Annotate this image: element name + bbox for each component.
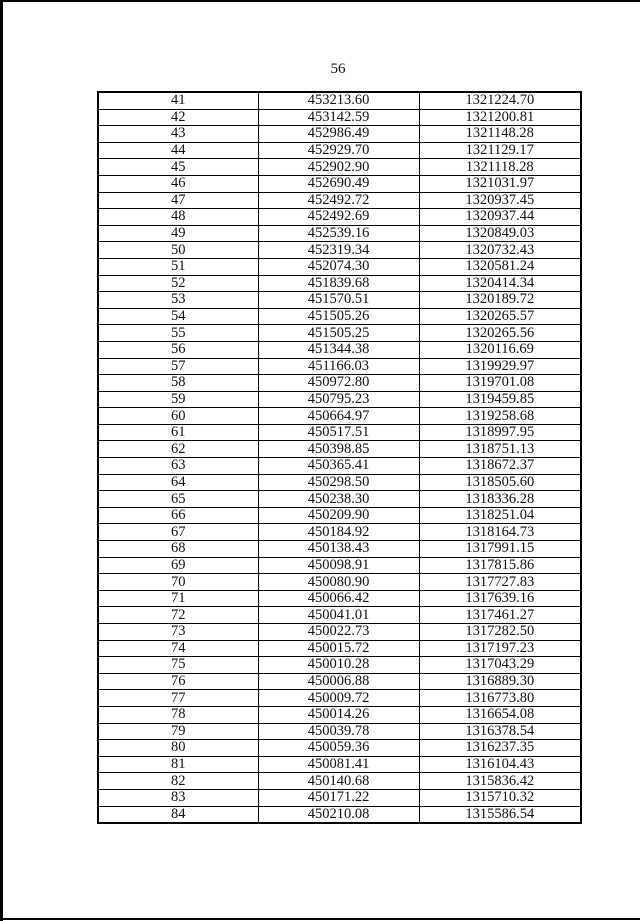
point-number-cell: 55 bbox=[98, 325, 258, 342]
point-number-cell: 58 bbox=[98, 375, 258, 392]
table-row bbox=[98, 175, 581, 192]
x-coordinate-cell: 450066.42 bbox=[258, 590, 419, 607]
x-coordinate-cell: 450059.36 bbox=[258, 740, 419, 757]
x-coordinate-cell: 450517.51 bbox=[258, 424, 419, 441]
x-coordinate-cell: 451839.68 bbox=[258, 275, 419, 292]
y-coordinate-cell: 1316237.35 bbox=[419, 740, 581, 757]
point-number-cell: 42 bbox=[98, 109, 258, 126]
y-coordinate-cell: 1321224.70 bbox=[419, 92, 581, 109]
point-number-cell: 80 bbox=[98, 740, 258, 757]
point-number-cell: 75 bbox=[98, 657, 258, 674]
x-coordinate-cell: 450006.88 bbox=[258, 673, 419, 690]
y-coordinate-cell: 1321129.17 bbox=[419, 142, 581, 159]
table-row bbox=[98, 209, 581, 226]
x-coordinate-cell: 452986.49 bbox=[258, 126, 419, 143]
table-row bbox=[98, 458, 581, 475]
table-row bbox=[98, 673, 581, 690]
y-coordinate-cell: 1321148.28 bbox=[419, 126, 581, 143]
x-coordinate-cell: 453213.60 bbox=[258, 92, 419, 109]
scan-edge-bottom bbox=[0, 918, 640, 920]
point-number-cell: 70 bbox=[98, 574, 258, 591]
y-coordinate-cell: 1320189.72 bbox=[419, 292, 581, 309]
y-coordinate-cell: 1317043.29 bbox=[419, 657, 581, 674]
table-row bbox=[98, 142, 581, 159]
x-coordinate-cell: 450022.73 bbox=[258, 624, 419, 641]
x-coordinate-cell: 450041.01 bbox=[258, 607, 419, 624]
y-coordinate-cell: 1315586.54 bbox=[419, 806, 581, 823]
x-coordinate-cell: 450210.08 bbox=[258, 806, 419, 823]
y-coordinate-cell: 1320581.24 bbox=[419, 258, 581, 275]
point-number-cell: 64 bbox=[98, 474, 258, 491]
x-coordinate-cell: 451166.03 bbox=[258, 358, 419, 375]
point-number-cell: 43 bbox=[98, 126, 258, 143]
table-row bbox=[98, 109, 581, 126]
x-coordinate-cell: 450009.72 bbox=[258, 690, 419, 707]
page-number: 56 bbox=[330, 61, 346, 77]
point-number-cell: 81 bbox=[98, 756, 258, 773]
x-coordinate-cell: 450171.22 bbox=[258, 789, 419, 806]
y-coordinate-cell: 1316773.80 bbox=[419, 690, 581, 707]
table-row bbox=[98, 258, 581, 275]
x-coordinate-cell: 450098.91 bbox=[258, 557, 419, 574]
y-coordinate-cell: 1315710.32 bbox=[419, 789, 581, 806]
table-row bbox=[98, 159, 581, 176]
x-coordinate-cell: 452492.72 bbox=[258, 192, 419, 209]
table-row bbox=[98, 657, 581, 674]
point-number-cell: 76 bbox=[98, 673, 258, 690]
x-coordinate-cell: 450140.68 bbox=[258, 773, 419, 790]
table-row bbox=[98, 126, 581, 143]
x-coordinate-cell: 450365.41 bbox=[258, 458, 419, 475]
x-coordinate-cell: 450795.23 bbox=[258, 391, 419, 408]
x-coordinate-cell: 450039.78 bbox=[258, 723, 419, 740]
y-coordinate-cell: 1316378.54 bbox=[419, 723, 581, 740]
y-coordinate-cell: 1320849.03 bbox=[419, 225, 581, 242]
x-coordinate-cell: 450014.26 bbox=[258, 706, 419, 723]
point-number-cell: 78 bbox=[98, 706, 258, 723]
table-row bbox=[98, 740, 581, 757]
table-row bbox=[98, 225, 581, 242]
y-coordinate-cell: 1317197.23 bbox=[419, 640, 581, 657]
table-row bbox=[98, 358, 581, 375]
table-row bbox=[98, 341, 581, 358]
point-number-cell: 83 bbox=[98, 789, 258, 806]
table-row bbox=[98, 574, 581, 591]
table-row bbox=[98, 806, 581, 823]
table-row bbox=[98, 756, 581, 773]
y-coordinate-cell: 1317727.83 bbox=[419, 574, 581, 591]
y-coordinate-cell: 1318336.28 bbox=[419, 491, 581, 508]
table-row bbox=[98, 607, 581, 624]
table-row bbox=[98, 706, 581, 723]
x-coordinate-cell: 450298.50 bbox=[258, 474, 419, 491]
table-row bbox=[98, 275, 581, 292]
y-coordinate-cell: 1320937.44 bbox=[419, 209, 581, 226]
y-coordinate-cell: 1320116.69 bbox=[419, 341, 581, 358]
coordinates-table-body bbox=[98, 92, 581, 823]
y-coordinate-cell: 1317815.86 bbox=[419, 557, 581, 574]
table-row bbox=[98, 391, 581, 408]
table-row bbox=[98, 557, 581, 574]
point-number-cell: 79 bbox=[98, 723, 258, 740]
point-number-cell: 67 bbox=[98, 524, 258, 541]
point-number-cell: 61 bbox=[98, 424, 258, 441]
table-row bbox=[98, 507, 581, 524]
table-row bbox=[98, 375, 581, 392]
x-coordinate-cell: 450184.92 bbox=[258, 524, 419, 541]
y-coordinate-cell: 1318751.13 bbox=[419, 441, 581, 458]
x-coordinate-cell: 452902.90 bbox=[258, 159, 419, 176]
table-row bbox=[98, 789, 581, 806]
table-row bbox=[98, 192, 581, 209]
point-number-cell: 73 bbox=[98, 624, 258, 641]
point-number-cell: 54 bbox=[98, 308, 258, 325]
y-coordinate-cell: 1319258.68 bbox=[419, 408, 581, 425]
point-number-cell: 66 bbox=[98, 507, 258, 524]
scan-edge-left bbox=[0, 0, 3, 921]
scan-edge-top bbox=[0, 0, 640, 2]
point-number-cell: 51 bbox=[98, 258, 258, 275]
table-row bbox=[98, 474, 581, 491]
y-coordinate-cell: 1318164.73 bbox=[419, 524, 581, 541]
y-coordinate-cell: 1317991.15 bbox=[419, 541, 581, 558]
table-row bbox=[98, 640, 581, 657]
y-coordinate-cell: 1316654.08 bbox=[419, 706, 581, 723]
y-coordinate-cell: 1317461.27 bbox=[419, 607, 581, 624]
y-coordinate-cell: 1316104.43 bbox=[419, 756, 581, 773]
x-coordinate-cell: 450664.97 bbox=[258, 408, 419, 425]
point-number-cell: 68 bbox=[98, 541, 258, 558]
y-coordinate-cell: 1320414.34 bbox=[419, 275, 581, 292]
x-coordinate-cell: 453142.59 bbox=[258, 109, 419, 126]
point-number-cell: 46 bbox=[98, 175, 258, 192]
point-number-cell: 62 bbox=[98, 441, 258, 458]
point-number-cell: 52 bbox=[98, 275, 258, 292]
y-coordinate-cell: 1318505.60 bbox=[419, 474, 581, 491]
x-coordinate-cell: 450080.90 bbox=[258, 574, 419, 591]
table-row bbox=[98, 773, 581, 790]
point-number-cell: 56 bbox=[98, 341, 258, 358]
table-row bbox=[98, 541, 581, 558]
x-coordinate-cell: 450081.41 bbox=[258, 756, 419, 773]
x-coordinate-cell: 452690.49 bbox=[258, 175, 419, 192]
x-coordinate-cell: 451505.26 bbox=[258, 308, 419, 325]
point-number-cell: 74 bbox=[98, 640, 258, 657]
point-number-cell: 71 bbox=[98, 590, 258, 607]
y-coordinate-cell: 1321118.28 bbox=[419, 159, 581, 176]
point-number-cell: 53 bbox=[98, 292, 258, 309]
y-coordinate-cell: 1318997.95 bbox=[419, 424, 581, 441]
table-row bbox=[98, 292, 581, 309]
y-coordinate-cell: 1321031.97 bbox=[419, 175, 581, 192]
y-coordinate-cell: 1320265.56 bbox=[419, 325, 581, 342]
point-number-cell: 45 bbox=[98, 159, 258, 176]
point-number-cell: 47 bbox=[98, 192, 258, 209]
x-coordinate-cell: 451570.51 bbox=[258, 292, 419, 309]
x-coordinate-cell: 451505.25 bbox=[258, 325, 419, 342]
x-coordinate-cell: 452074.30 bbox=[258, 258, 419, 275]
y-coordinate-cell: 1316889.30 bbox=[419, 673, 581, 690]
x-coordinate-cell: 450238.30 bbox=[258, 491, 419, 508]
table-row bbox=[98, 308, 581, 325]
table-row bbox=[98, 325, 581, 342]
point-number-cell: 48 bbox=[98, 209, 258, 226]
x-coordinate-cell: 452492.69 bbox=[258, 209, 419, 226]
table-row bbox=[98, 491, 581, 508]
point-number-cell: 84 bbox=[98, 806, 258, 823]
y-coordinate-cell: 1319701.08 bbox=[419, 375, 581, 392]
table-row bbox=[98, 590, 581, 607]
y-coordinate-cell: 1317639.16 bbox=[419, 590, 581, 607]
point-number-cell: 41 bbox=[98, 92, 258, 109]
point-number-cell: 57 bbox=[98, 358, 258, 375]
x-coordinate-cell: 450398.85 bbox=[258, 441, 419, 458]
y-coordinate-cell: 1317282.50 bbox=[419, 624, 581, 641]
table-row bbox=[98, 624, 581, 641]
table-row bbox=[98, 408, 581, 425]
point-number-cell: 63 bbox=[98, 458, 258, 475]
x-coordinate-cell: 450010.28 bbox=[258, 657, 419, 674]
table-row bbox=[98, 441, 581, 458]
point-number-cell: 69 bbox=[98, 557, 258, 574]
point-number-cell: 77 bbox=[98, 690, 258, 707]
point-number-cell: 72 bbox=[98, 607, 258, 624]
table-row bbox=[98, 424, 581, 441]
point-number-cell: 60 bbox=[98, 408, 258, 425]
x-coordinate-cell: 452319.34 bbox=[258, 242, 419, 259]
x-coordinate-cell: 450209.90 bbox=[258, 507, 419, 524]
point-number-cell: 49 bbox=[98, 225, 258, 242]
y-coordinate-cell: 1320265.57 bbox=[419, 308, 581, 325]
y-coordinate-cell: 1321200.81 bbox=[419, 109, 581, 126]
table-row bbox=[98, 242, 581, 259]
x-coordinate-cell: 450138.43 bbox=[258, 541, 419, 558]
point-number-cell: 59 bbox=[98, 391, 258, 408]
table-row bbox=[98, 723, 581, 740]
y-coordinate-cell: 1319929.97 bbox=[419, 358, 581, 375]
y-coordinate-cell: 1315836.42 bbox=[419, 773, 581, 790]
table-row bbox=[98, 524, 581, 541]
x-coordinate-cell: 452539.16 bbox=[258, 225, 419, 242]
y-coordinate-cell: 1320937.45 bbox=[419, 192, 581, 209]
y-coordinate-cell: 1320732.43 bbox=[419, 242, 581, 259]
y-coordinate-cell: 1319459.85 bbox=[419, 391, 581, 408]
table-row bbox=[98, 92, 581, 109]
point-number-cell: 65 bbox=[98, 491, 258, 508]
point-number-cell: 82 bbox=[98, 773, 258, 790]
table-row bbox=[98, 690, 581, 707]
y-coordinate-cell: 1318251.04 bbox=[419, 507, 581, 524]
coordinates-table bbox=[97, 91, 582, 824]
x-coordinate-cell: 450972.80 bbox=[258, 375, 419, 392]
x-coordinate-cell: 450015.72 bbox=[258, 640, 419, 657]
x-coordinate-cell: 452929.70 bbox=[258, 142, 419, 159]
y-coordinate-cell: 1318672.37 bbox=[419, 458, 581, 475]
x-coordinate-cell: 451344.38 bbox=[258, 341, 419, 358]
point-number-cell: 50 bbox=[98, 242, 258, 259]
point-number-cell: 44 bbox=[98, 142, 258, 159]
